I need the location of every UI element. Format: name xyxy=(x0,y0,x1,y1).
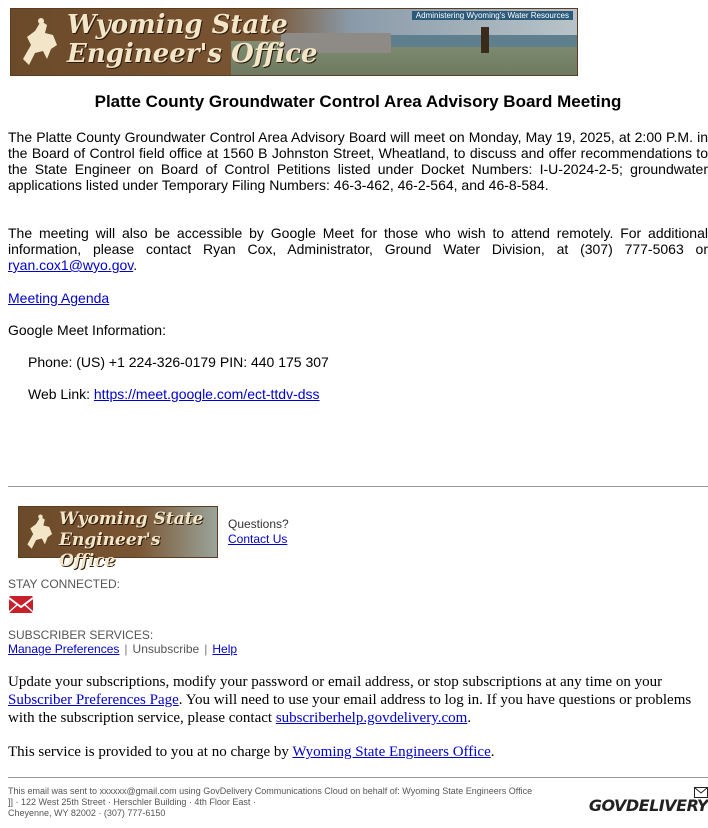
stay-connected-label: STAY CONNECTED: xyxy=(8,577,121,591)
questions-block: Questions? Contact Us xyxy=(228,517,289,546)
banner-tagline: Administering Wyoming's Water Resources xyxy=(412,11,573,20)
subscriberhelp-link[interactable]: subscriberhelp.govdelivery.com xyxy=(275,710,468,726)
email-link[interactable]: ryan.cox1@wyo.gov xyxy=(8,257,134,273)
bucking-horse-icon xyxy=(23,511,55,553)
page-title: Platte County Groundwater Control Area Advisory Board Meeting xyxy=(94,92,622,111)
footer-logo-title: Wyoming State Engineer's Office xyxy=(59,509,204,571)
contact-us-link[interactable]: Contact Us xyxy=(228,532,288,546)
google-meet-phone: Phone: (US) +1 224-326-0179 PIN: 440 175 307 xyxy=(28,354,329,370)
bucking-horse-icon xyxy=(17,15,61,69)
meeting-agenda-link[interactable]: Meeting Agenda xyxy=(8,290,110,306)
header-banner xyxy=(10,8,578,76)
service-text: This service is provided to you at no charge by Wyoming State Engineers Office. xyxy=(8,744,495,760)
unsubscribe-link[interactable]: Unsubscribe xyxy=(132,642,200,656)
wyoming-seo-link[interactable]: Wyoming State Engineers Office xyxy=(292,744,491,760)
google-meet-link[interactable]: https://meet.google.com/ect-ttdv-dss xyxy=(93,386,320,402)
banner-tower xyxy=(481,27,489,53)
divider-bottom xyxy=(8,777,708,778)
google-meet-web: Web Link: https://meet.google.com/ect-ttdv-dss xyxy=(28,386,320,402)
contact-paragraph: The meeting will also be accessible by Google Meet for those who wish to attend remotely. For additional information, please contact Ryan Cox, Administrator, Ground Water Division, at (307) 777-5063 or ryan.cox1@wyo.gov. xyxy=(8,225,708,273)
govdelivery-logo[interactable]: GOVDELIVERY xyxy=(588,796,708,815)
subscriber-preferences-link[interactable]: Subscriber Preferences Page xyxy=(8,692,179,708)
email-envelope-icon[interactable] xyxy=(8,593,34,615)
footer-logo[interactable] xyxy=(18,506,218,571)
subscription-update-text: Update your subscriptions, modify your password or email address, or stop subscriptions at any time on your Subscriber Preferences Page. You will need to use your email address to log in. If you have questions or problems with the subscription service, please contact subscriberhelp.govdelivery.com. xyxy=(8,674,692,726)
help-link[interactable]: Help xyxy=(212,642,238,656)
banner-title: Wyoming State Engineer's Office xyxy=(67,10,318,69)
subscriber-services-label: SUBSCRIBER SERVICES: xyxy=(8,628,154,642)
divider-top xyxy=(8,486,708,487)
subscriber-links: Manage Preferences | Unsubscribe | Help xyxy=(8,642,238,656)
meeting-paragraph: The Platte County Groundwater Control Area Advisory Board will meet on Monday, May 19, 2025, at 2:00 P.M. in the Board of Control field office at 1560 B Johnston Street, Wheatland, to discuss and offer recommendations to the State Engineer on Board of Control Petitions listed under Docket Numbers: I-U-2024-2-5; groundwater applications listed under Temporary Filing Numbers: 46-3-462, 46-2-564, and 46-8-584. xyxy=(8,129,708,193)
fine-print: This email was sent to xxxxxx@gmail.com using GovDelivery Communications Cloud on behalf of: Wyoming State Engineers Office ]] · 122 West 25th Street · Herschler Building · 4th Floor East · Cheyenne, WY 82002 · (307) 777-6150 xyxy=(8,786,533,818)
manage-preferences-link[interactable]: Manage Preferences xyxy=(8,642,120,656)
google-meet-heading: Google Meet Information: xyxy=(8,322,166,338)
